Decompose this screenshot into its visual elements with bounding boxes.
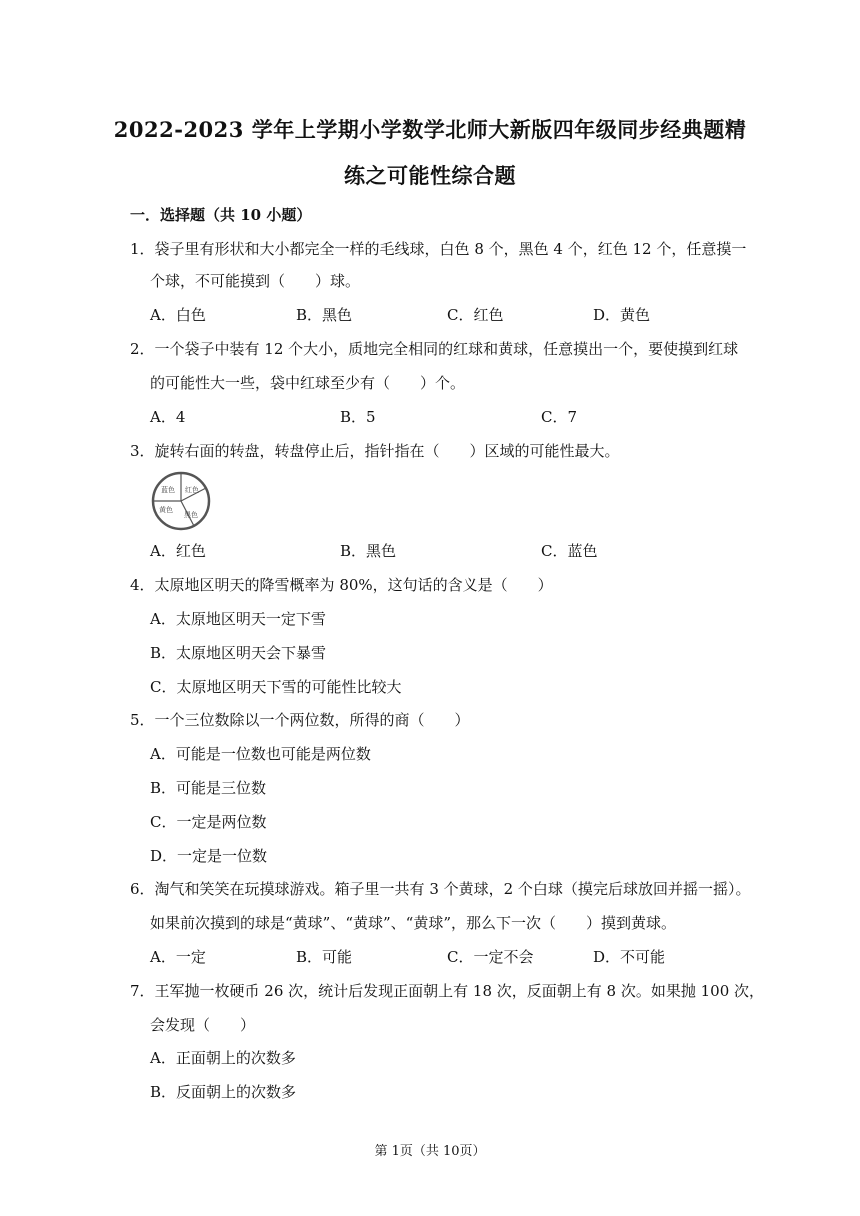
question-4-option-b: B．太原地区明天会下暴雪: [150, 644, 327, 662]
section-heading: 一．选择题（共 10 小题）: [130, 206, 312, 224]
question-3-stem: 3．旋转右面的转盘，转盘停止后，指针指在（ ）区域的可能性最大。: [130, 442, 620, 460]
spinner-label-blue: 蓝色: [161, 486, 175, 494]
document-title-line-2: 练之可能性综合题: [344, 163, 516, 188]
question-6-option-b: B．可能: [296, 948, 353, 966]
question-6-option-d: D．不可能: [593, 948, 666, 966]
question-2-option-a: A．4: [150, 408, 186, 426]
question-5-option-b: B．可能是三位数: [150, 779, 267, 797]
question-1-stem-line-2: 个球，不可能摸到（ ）球。: [150, 272, 361, 290]
question-2-option-c: C．7: [541, 408, 578, 426]
question-1-option-c: C．红色: [447, 306, 504, 324]
question-5-option-c: C．一定是两位数: [150, 813, 267, 831]
question-7-stem-line-2: 会发现（ ）: [150, 1016, 256, 1034]
question-3-option-c: C．蓝色: [541, 542, 598, 560]
question-1-option-b: B．黑色: [296, 306, 353, 324]
spinner-label-yellow: 黄色: [159, 506, 173, 514]
question-7-option-a: A．正面朝上的次数多: [150, 1049, 296, 1067]
question-6-option-c: C．一定不会: [447, 948, 534, 966]
question-4-option-a: A．太原地区明天一定下雪: [150, 610, 326, 628]
question-2-option-b: B．5: [340, 408, 376, 426]
question-1-option-d: D．黄色: [593, 306, 651, 324]
page-footer: 第 1页（共 10页）: [374, 1144, 486, 1159]
question-5-option-a: A．可能是一位数也可能是两位数: [150, 745, 371, 763]
question-5-stem: 5．一个三位数除以一个两位数，所得的商（ ）: [130, 711, 470, 729]
question-6-stem-line-2: 如果前次摸到的球是“黄球”、“黄球”、“黄球”，那么下一次（ ）摸到黄球。: [150, 914, 677, 932]
question-4-stem: 4．太原地区明天的降雪概率为 80%，这句话的含义是（ ）: [130, 576, 553, 594]
question-2-stem-line-1: 2．一个袋子中装有 12 个大小，质地完全相同的红球和黄球，任意摸出一个，要使摸到红球: [130, 340, 739, 358]
question-1-stem-line-1: 1．袋子里有形状和大小都完全一样的毛线球，白色 8 个，黑色 4 个，红色 12 个，任意摸一: [130, 240, 747, 258]
question-6-option-a: A．一定: [150, 948, 206, 966]
question-1-option-a: A．白色: [150, 306, 206, 324]
question-4-option-c: C．太原地区明天下雪的可能性比较大: [150, 678, 402, 696]
question-7-stem-line-1: 7．王军抛一枚硬币 26 次，统计后发现正面朝上有 18 次，反面朝上有 8 次。如果抛 100 次，: [130, 982, 765, 1000]
spinner-diagram: [150, 470, 212, 532]
spinner-label-black: 黑色: [184, 511, 198, 519]
question-6-stem-line-1: 6．淘气和笑笑在玩摸球游戏。箱子里一共有 3 个黄球，2 个白球（摸完后球放回并摇一摇）。: [130, 880, 751, 898]
spinner-label-red: 红色: [185, 486, 199, 494]
question-2-stem-line-2: 的可能性大一些，袋中红球至少有（ ）个。: [150, 374, 466, 392]
question-3-option-a: A．红色: [150, 542, 206, 560]
question-3-option-b: B．黑色: [340, 542, 397, 560]
question-7-option-b: B．反面朝上的次数多: [150, 1083, 297, 1101]
question-5-option-d: D．一定是一位数: [150, 847, 268, 865]
document-title-line-1: 2022-2023 学年上学期小学数学北师大新版四年级同步经典题精: [113, 117, 747, 142]
